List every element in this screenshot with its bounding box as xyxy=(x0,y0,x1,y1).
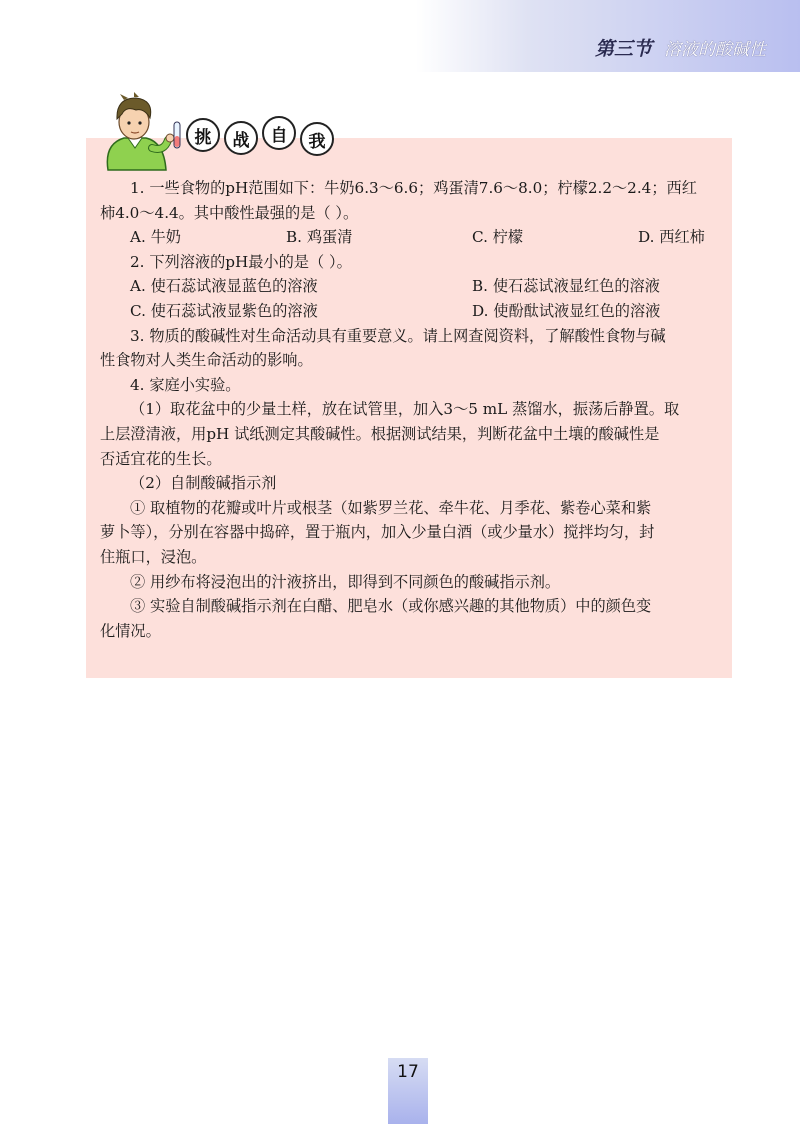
q4-stem: 4. 家庭小实验。 xyxy=(130,375,241,394)
q1-option-a: A. 牛奶 xyxy=(130,228,181,247)
q1-option-c: C. 柠檬 xyxy=(472,228,524,247)
title-char: 战 xyxy=(224,121,258,155)
student-mascot-icon xyxy=(94,92,186,172)
challenge-title xyxy=(186,118,334,158)
q2-stem: 2. 下列溶液的pH最小的是（ ）。 xyxy=(130,252,352,271)
q2-options-row1 xyxy=(100,274,720,299)
step2: ② 用纱布将浸泡出的汁液挤出，即得到不同颜色的酸碱指示剂。 xyxy=(130,572,561,591)
q1-line1: 1. 一些食物的pH范围如下：牛奶6.3～6.6；鸡蛋清7.6～8.0；柠檬2.2～2.4；西红 xyxy=(130,179,697,197)
page-number: 17 xyxy=(397,1062,419,1082)
q4-1-line2: 上层澄清液，用pH 试纸测定其酸碱性。根据测试结果，判断花盆中土壤的酸碱性是 xyxy=(100,424,660,443)
step3-line2: 化情况。 xyxy=(100,621,161,640)
q2-options-row2 xyxy=(100,299,720,324)
topic-label: 溶液的酸碱性 xyxy=(664,40,766,60)
step1-line2: 萝卜等），分别在容器中捣碎，置于瓶内，加入少量白酒（或少量水）搅拌均匀，封 xyxy=(100,523,655,542)
title-char: 自 xyxy=(262,116,296,150)
q1-line2: 柿4.0～4.4。其中酸性最强的是（ ）。 xyxy=(100,203,359,222)
section-label: 第三节 xyxy=(594,38,652,60)
q2-option-c: C. 使石蕊试液显紫色的溶液 xyxy=(130,301,318,320)
q1-option-b: B. 鸡蛋清 xyxy=(286,228,353,247)
header-title xyxy=(595,34,766,61)
exercise-content xyxy=(100,176,720,643)
step3-line1: ③ 实验自制酸碱指示剂在白醋、肥皂水（或你感兴趣的其他物质）中的颜色变 xyxy=(130,597,652,616)
step1-line3: 住瓶口，浸泡。 xyxy=(100,547,207,566)
title-char: 挑 xyxy=(186,118,220,152)
step1-line1: ① 取植物的花瓣或叶片或根茎（如紫罗兰花、牵牛花、月季花、紫卷心菜和紫 xyxy=(130,498,652,517)
q2-option-d: D. 使酚酞试液显红色的溶液 xyxy=(472,301,661,320)
q4-1-line3: 否适宜花的生长。 xyxy=(100,449,222,468)
q2-option-b: B. 使石蕊试液显红色的溶液 xyxy=(472,277,660,296)
q3-line2: 性食物对人类生命活动的影响。 xyxy=(100,351,313,370)
q2-option-a: A. 使石蕊试液显蓝色的溶液 xyxy=(130,277,318,296)
q3-line1: 3. 物质的酸碱性对生命活动具有重要意义。请上网查阅资料，了解酸性食物与碱 xyxy=(130,326,666,345)
q4-2-heading: （2）自制酸碱指示剂 xyxy=(130,474,277,493)
q4-1-line1: （1）取花盆中的少量土样，放在试管里，加入3～5 mL 蒸馏水，振荡后静置。取 xyxy=(130,400,680,419)
title-char: 我 xyxy=(300,122,334,156)
q1-options xyxy=(100,225,720,250)
q1-option-d: D. 西红柿 xyxy=(638,228,705,247)
